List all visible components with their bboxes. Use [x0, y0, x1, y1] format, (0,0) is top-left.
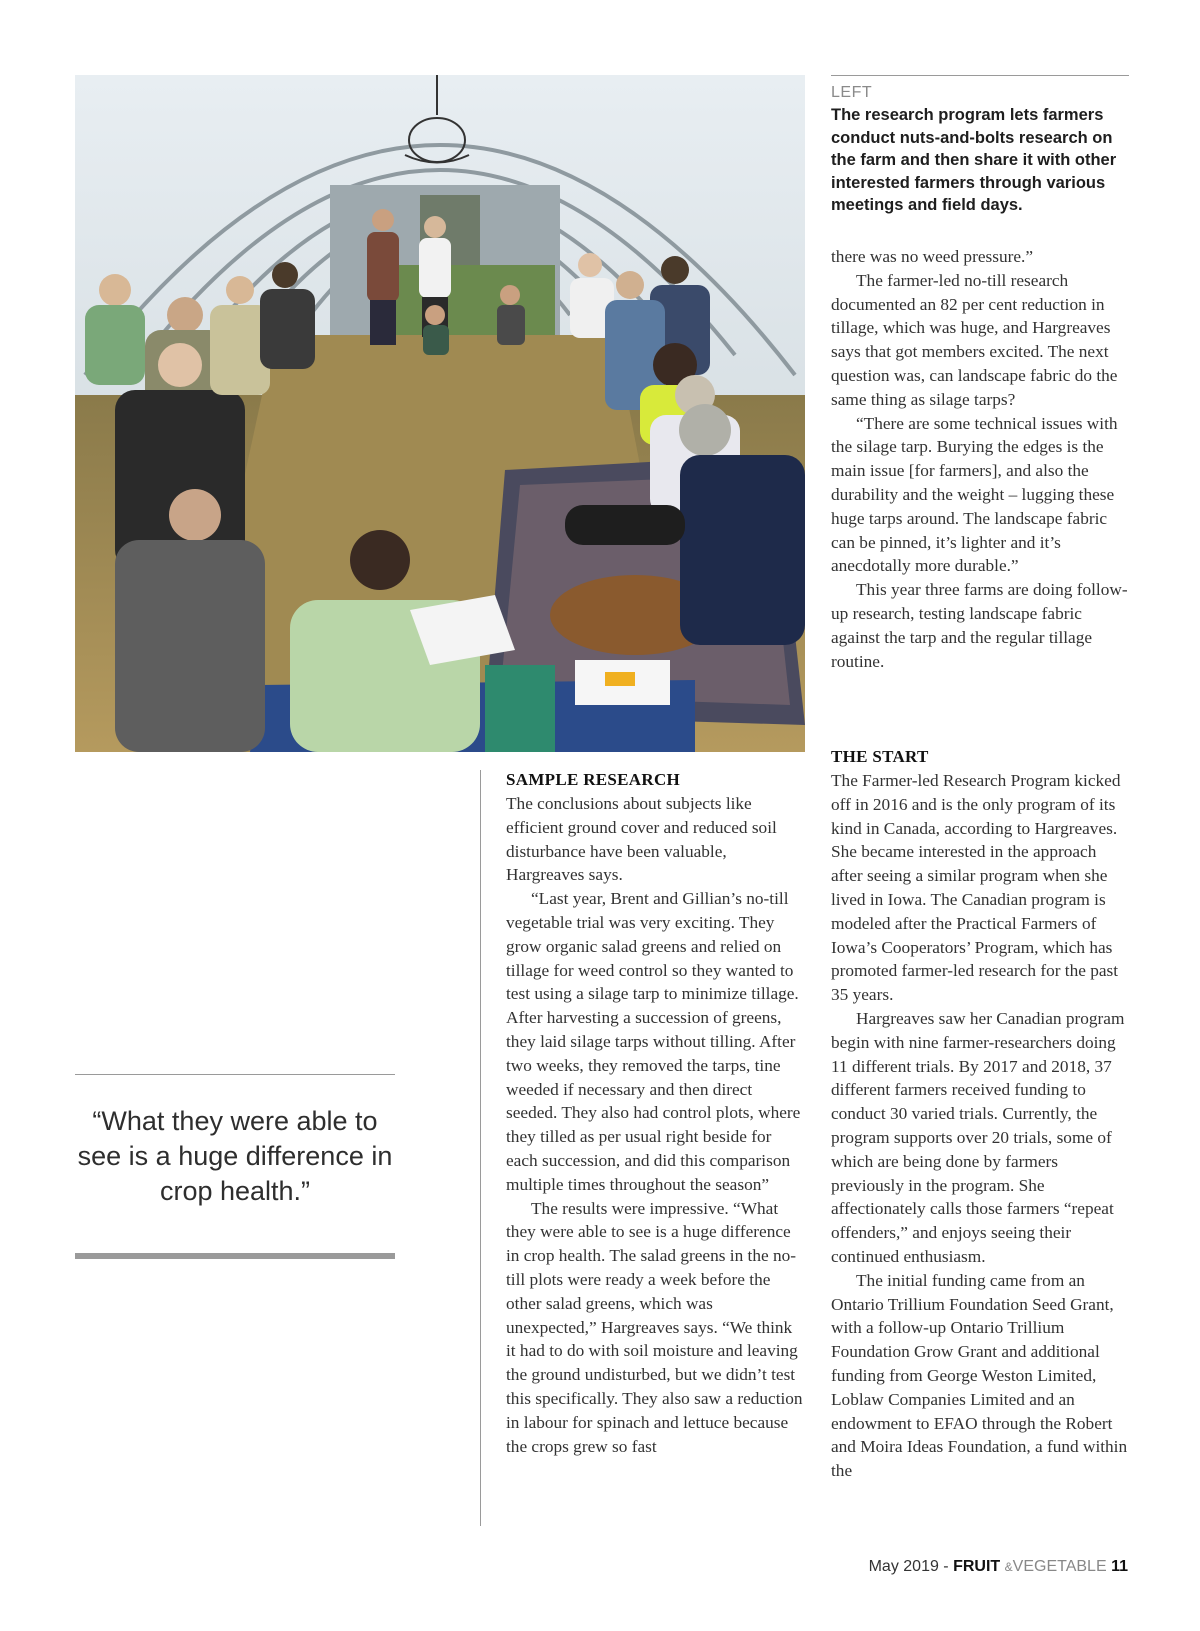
paragraph: Hargreaves saw her Canadian program begin with nine farmer-researchers doing 11 different trials. By 2017 and 2018, 37 different farmers received funding to conduct 30 varied trials. Currently, the program supports over 20 trials, some of which are being done by farmers previously in the program. She affectionately calls those farmers “repeat offenders,” and enjoys seeing their continued enthusiasm. — [831, 1008, 1125, 1266]
pull-quote-rule-bottom — [75, 1253, 395, 1259]
paragraph: The farmer-led no-till research documented an 82 per cent reduction in tillage, which was huge, and Hargreaves says that got members excited. The next question was, can landscape fabric do the same thing as silage tarps? — [831, 270, 1118, 409]
paragraph: “There are some technical issues with the silage tarp. Burying the edges is the main issue [for farmers], and also the durability and the weight – lugging these huge tarps around. The landscape fabric can be pinned, it’s lighter and it’s anecdotally more durable.” — [831, 413, 1118, 576]
right-column-top — [831, 245, 1131, 673]
pull-quote: “What they were able to see is a huge difference in crop health.” — [77, 1106, 393, 1206]
paragraph: there was no weed pressure.” — [831, 247, 1034, 266]
paragraph: This year three farms are doing follow-up research, testing landscape fabric against the tarp and the regular tillage routine. — [831, 580, 1128, 671]
middle-column — [506, 768, 806, 1458]
pull-quote-rule-top — [75, 1074, 395, 1075]
section-heading: THE START — [831, 747, 929, 766]
paragraph: The initial funding came from an Ontario Trillium Foundation Seed Grant, with a follow-up Ontario Trillium Foundation Grow Grant and additional funding from George Weston Limited, Loblaw Companies Limited and an endowment to EFAO through the Robert and Moira Ideas Foundation, a fund within the — [831, 1270, 1128, 1481]
footer-amp: & — [1004, 1560, 1013, 1574]
caption-rule — [831, 75, 1129, 76]
section-heading: SAMPLE RESEARCH — [506, 770, 681, 789]
footer-vegetable: VEGETABLE — [1012, 1558, 1107, 1575]
paragraph: The Farmer-led Research Program kicked off in 2016 and is the only program of its kind in Canada, according to Hargreaves. She became interested in the approach after seeing a similar program when she lived in Iowa. The Canadian program is modeled after the Practical Farmers of Iowa’s Cooperators’ Program, which has promoted farmer-led research for the past 35 years. — [831, 771, 1121, 1005]
greenhouse-meeting-photo — [75, 75, 805, 752]
caption-label: LEFT — [831, 84, 873, 101]
page-number: 11 — [1111, 1558, 1128, 1575]
paragraph: The results were impressive. “What they were able to see is a huge difference in crop health. The salad greens in the no-till plots were ready a week before the other salad greens, which was unexpected,” Hargreaves says. “We think it had to do with soil moisture and leaving the ground undisturbed, but we didn’t test this specifically. They also saw a reduction in labour for spinach and lettuce because the crops grew so fast — [506, 1198, 803, 1456]
column-divider — [480, 770, 481, 1526]
page-footer — [869, 1558, 1128, 1576]
paragraph: The conclusions about subjects like efficient ground cover and reduced soil disturbance have been valuable, Hargreaves says. — [506, 794, 777, 885]
footer-date: May 2019 - — [868, 1558, 954, 1575]
paragraph: “Last year, Brent and Gillian’s no-till vegetable trial was very exciting. They grow organic salad greens and relied on tillage for weed control so they wanted to test using a silage tarp to minimize tillage. After harvesting a succession of greens, they laid silage tarps without tilling. After two weeks, they removed the tarps, tine weeded if necessary and then direct seeded. They also had control plots, where they tilled as per usual right beside for each succession, and did this comparison multiple times throughout the season” — [506, 889, 801, 1194]
right-column-bottom — [831, 745, 1131, 1483]
photo-caption: The research program lets farmers conduct nuts-and-bolts research on the farm and then share it with other interested farmers through various meetings and field days. — [831, 106, 1117, 214]
footer-fruit: FRUIT — [953, 1558, 1001, 1575]
